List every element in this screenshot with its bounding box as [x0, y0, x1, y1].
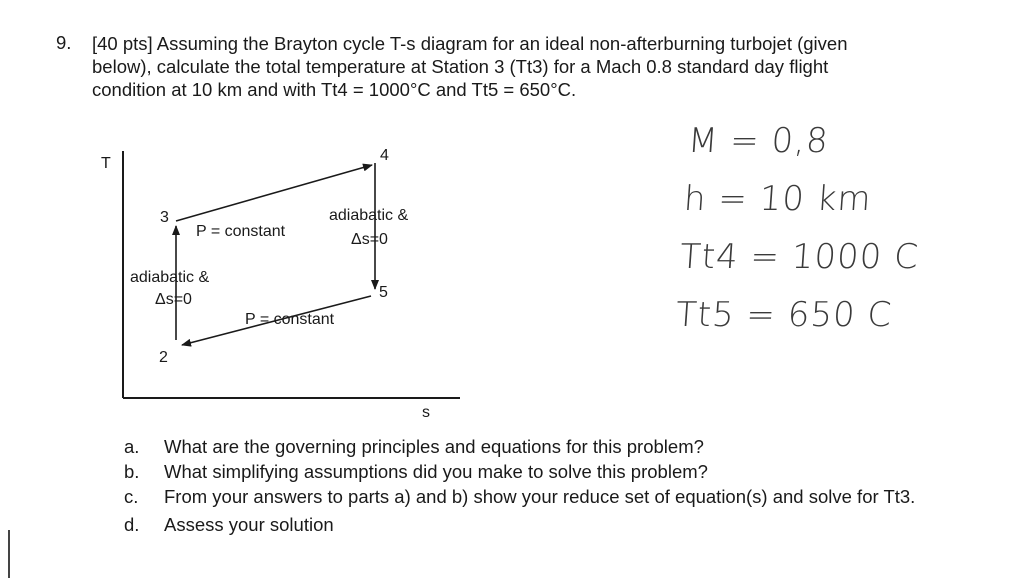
- part-letter: d.: [124, 514, 140, 535]
- part-a: [124, 434, 964, 459]
- part-b: [124, 459, 964, 484]
- handwritten-tt5: Tt5 = 650 C: [674, 295, 894, 335]
- handwritten-tt4: Tt4 = 1000 C: [678, 237, 921, 277]
- x-axis-label: s: [422, 404, 430, 421]
- part-c: [124, 484, 964, 509]
- margin-mark: [8, 530, 10, 578]
- part-letter: b.: [124, 461, 140, 482]
- question-line: condition at 10 km and with Tt4 = 1000°C and Tt5 = 650°C.: [92, 79, 577, 100]
- question-line: below), calculate the total temperature at Station 3 (Tt3) for a Mach 0.8 standard day flight: [92, 56, 829, 77]
- y-axis-label: T: [101, 155, 111, 172]
- part-letter: a.: [124, 436, 140, 457]
- handwritten-mach: M = 0,8: [686, 121, 830, 161]
- bottom-process-label: P = constant: [245, 311, 335, 328]
- top-process-label: P = constant: [196, 223, 286, 240]
- part-text: What are the governing principles and equations for this problem?: [164, 436, 704, 457]
- part-text: What simplifying assumptions did you make to solve this problem?: [164, 461, 708, 482]
- left-process-label-2: Δs=0: [155, 291, 192, 308]
- point-4-label: 4: [380, 147, 389, 164]
- handwritten-altitude: h = 10 km: [682, 179, 873, 219]
- right-process-label-1: adiabatic &: [329, 207, 409, 224]
- part-text: Assess your solution: [164, 514, 334, 535]
- part-text: From your answers to parts a) and b) show your reduce set of equation(s) and solve for Tt3.: [164, 486, 916, 507]
- point-5-label: 5: [379, 284, 388, 301]
- part-letter: c.: [124, 486, 139, 507]
- left-process-label-1: adiabatic &: [130, 269, 210, 286]
- point-3-label: 3: [160, 209, 169, 226]
- question-number: 9.: [56, 32, 72, 53]
- part-d: [124, 512, 964, 537]
- question-parts: [124, 434, 964, 537]
- point-2-label: 2: [159, 349, 168, 366]
- right-process-label-2: Δs=0: [351, 231, 388, 248]
- question-line: [40 pts] Assuming the Brayton cycle T-s diagram for an ideal non-afterburning turbojet (given: [92, 33, 848, 54]
